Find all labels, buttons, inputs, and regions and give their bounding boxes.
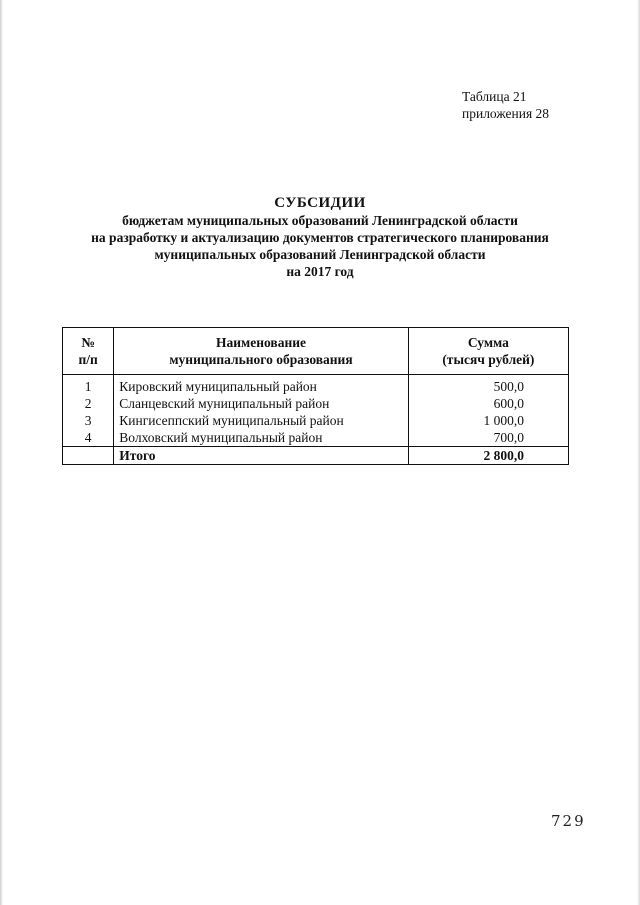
total-label: Итого	[114, 447, 409, 465]
row-number: 3	[63, 412, 114, 429]
title-line-1: бюджетам муниципальных образований Ленинградской области	[122, 213, 518, 228]
title-line-3: муниципальных образований Ленинградской области	[154, 247, 486, 262]
table-reference	[462, 88, 549, 122]
row-municipality: Сланцевский муниципальный район	[114, 395, 409, 412]
header-sum-line-2: (тысяч рублей)	[442, 352, 535, 367]
row-number: 4	[63, 429, 114, 447]
title-line-2: на разработку и актуализацию документов стратегического планирования	[91, 230, 549, 245]
table-total-row	[63, 447, 569, 465]
row-sum: 600,0	[408, 395, 568, 412]
title-line-4: на 2017 год	[286, 264, 354, 279]
subsidy-table	[62, 327, 569, 465]
table-reference-line-2: приложения 28	[462, 106, 550, 121]
page-number: 729	[551, 812, 586, 830]
row-sum: 700,0	[408, 429, 568, 447]
table-row	[63, 395, 569, 412]
header-number-line-1: №	[81, 335, 95, 350]
header-sum	[408, 328, 568, 375]
total-sum: 2 800,0	[408, 447, 568, 465]
row-number: 2	[63, 395, 114, 412]
header-number	[63, 328, 114, 375]
table-row	[63, 375, 569, 396]
title-main: СУБСИДИИ	[274, 195, 366, 211]
table-header-row	[63, 328, 569, 375]
header-sum-line-1: Сумма	[467, 335, 509, 350]
row-sum: 500,0	[408, 375, 568, 396]
header-number-line-2: п/п	[78, 352, 98, 367]
header-name-line-2: муниципального образования	[169, 352, 353, 367]
header-name	[114, 328, 409, 375]
scan-edge-left	[0, 0, 3, 905]
row-municipality: Кировский муниципальный район	[114, 375, 409, 396]
row-municipality: Кингисеппский муниципальный район	[114, 412, 409, 429]
row-municipality: Волховский муниципальный район	[114, 429, 409, 447]
table-row	[63, 412, 569, 429]
document-title	[40, 194, 600, 280]
table-reference-line-1: Таблица 21	[462, 89, 527, 104]
total-number	[63, 447, 114, 465]
table-row	[63, 429, 569, 447]
row-number: 1	[63, 375, 114, 396]
header-name-line-1: Наименование	[216, 335, 306, 350]
row-sum: 1 000,0	[408, 412, 568, 429]
